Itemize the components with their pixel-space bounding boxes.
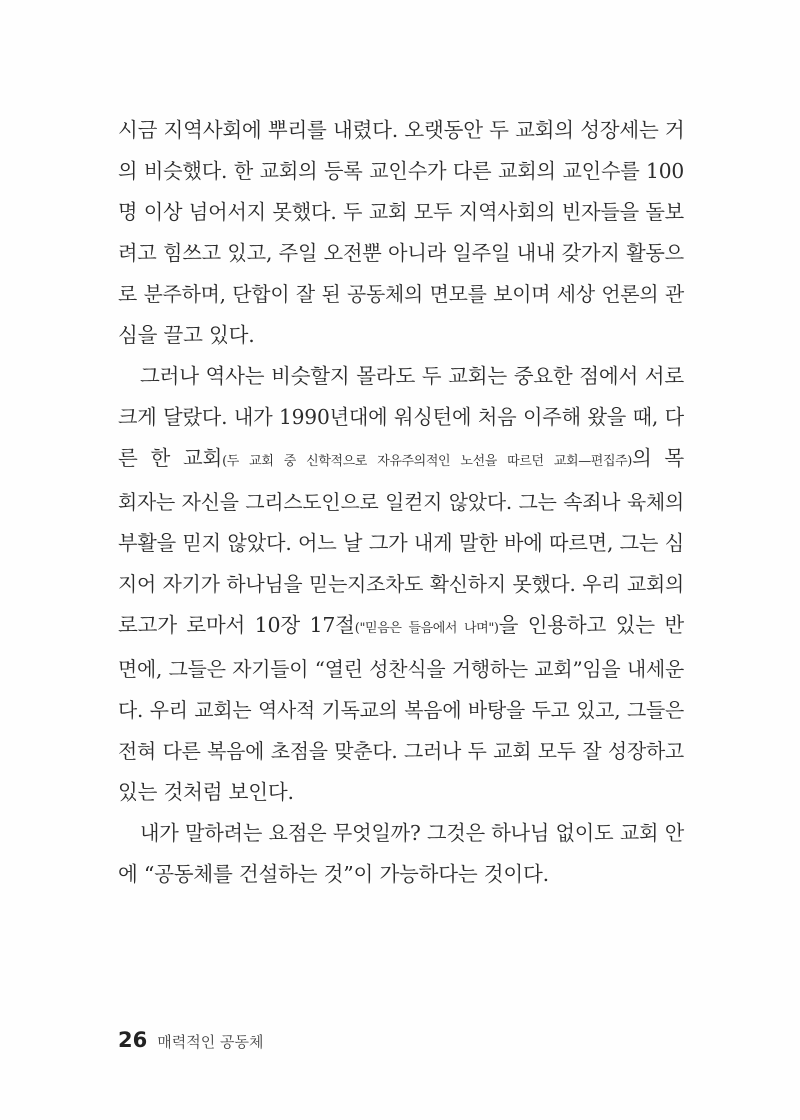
text-line: 다. 우리 교회는 역사적 기독교의 복음에 바탕을 두고 있고, 그들은: [118, 699, 684, 722]
text-line: 시금 지역사회에 뿌리를 내렸다. 오랫동안 두 교회의 성장세는 거: [118, 118, 685, 142]
line-text: 로고가 로마서 10장 17절: [118, 613, 355, 637]
editor-note: (두 교회 중 신학적으로 자유주의적인 노선을 따르던 교회—편집주): [222, 454, 632, 469]
text-line: 내가 말하려는 요점은 무엇일까? 그것은 하나님 없이도 교회 안: [140, 821, 684, 845]
line-text: 의 목: [631, 446, 684, 470]
text-line: 의 비슷했다. 한 교회의 등록 교인수가 다른 교회의 교인수를 100: [118, 159, 684, 183]
line-text: 른 한 교회: [118, 446, 223, 470]
scripture-note: ("믿음은 들음에서 나며"): [354, 621, 499, 636]
text-line: 심을 끌고 있다.: [118, 323, 255, 347]
text-line: 에 “공동체를 건설하는 것”이 가능하다는 것이다.: [118, 862, 549, 886]
text-line: 그러나 역사는 비슷할지 몰라도 두 교회는 중요한 점에서 서로: [140, 364, 684, 388]
page-number: 26: [118, 1028, 148, 1052]
page-footer: [118, 1028, 263, 1052]
text-line: 지어 자기가 하나님을 믿는지조차도 확신하지 못했다. 우리 교회의: [118, 573, 684, 596]
text-line: 크게 달랐다. 내가 1990년대에 워싱턴에 처음 이주해 왔을 때, 다: [118, 405, 684, 429]
running-title: 매력적인 공동체: [157, 1033, 264, 1051]
text-line: 려고 힘쓰고 있고, 주일 오전뿐 아니라 일주일 내내 갖가지 활동으: [118, 241, 684, 265]
text-line: 부활을 믿지 않았다. 어느 날 그가 내게 말한 바에 따르면, 그는 심: [118, 531, 684, 555]
line-text: 을 인용하고 있는 반: [498, 613, 684, 637]
text-line-with-note: [118, 438, 684, 482]
text-line: 명 이상 넘어서지 못했다. 두 교회 모두 지역사회의 빈자들을 돌보: [118, 200, 684, 224]
text-line: 면에, 그들은 자기들이 “열린 성찬식을 거행하는 교회”임을 내세운: [118, 658, 684, 681]
text-line: 전혀 다른 복음에 초점을 맞춘다. 그러나 두 교회 모두 잘 성장하고: [118, 740, 684, 763]
text-line: 회자는 자신을 그리스도인으로 일컫지 않았다. 그는 속죄나 육체의: [118, 491, 684, 514]
text-line-with-note: [118, 605, 684, 649]
text-line: 있는 것처럼 보인다.: [118, 780, 294, 804]
text-line: 로 분주하며, 단합이 잘 된 공동체의 면모를 보이며 세상 언론의 관: [118, 283, 684, 306]
body-text: [118, 110, 684, 895]
